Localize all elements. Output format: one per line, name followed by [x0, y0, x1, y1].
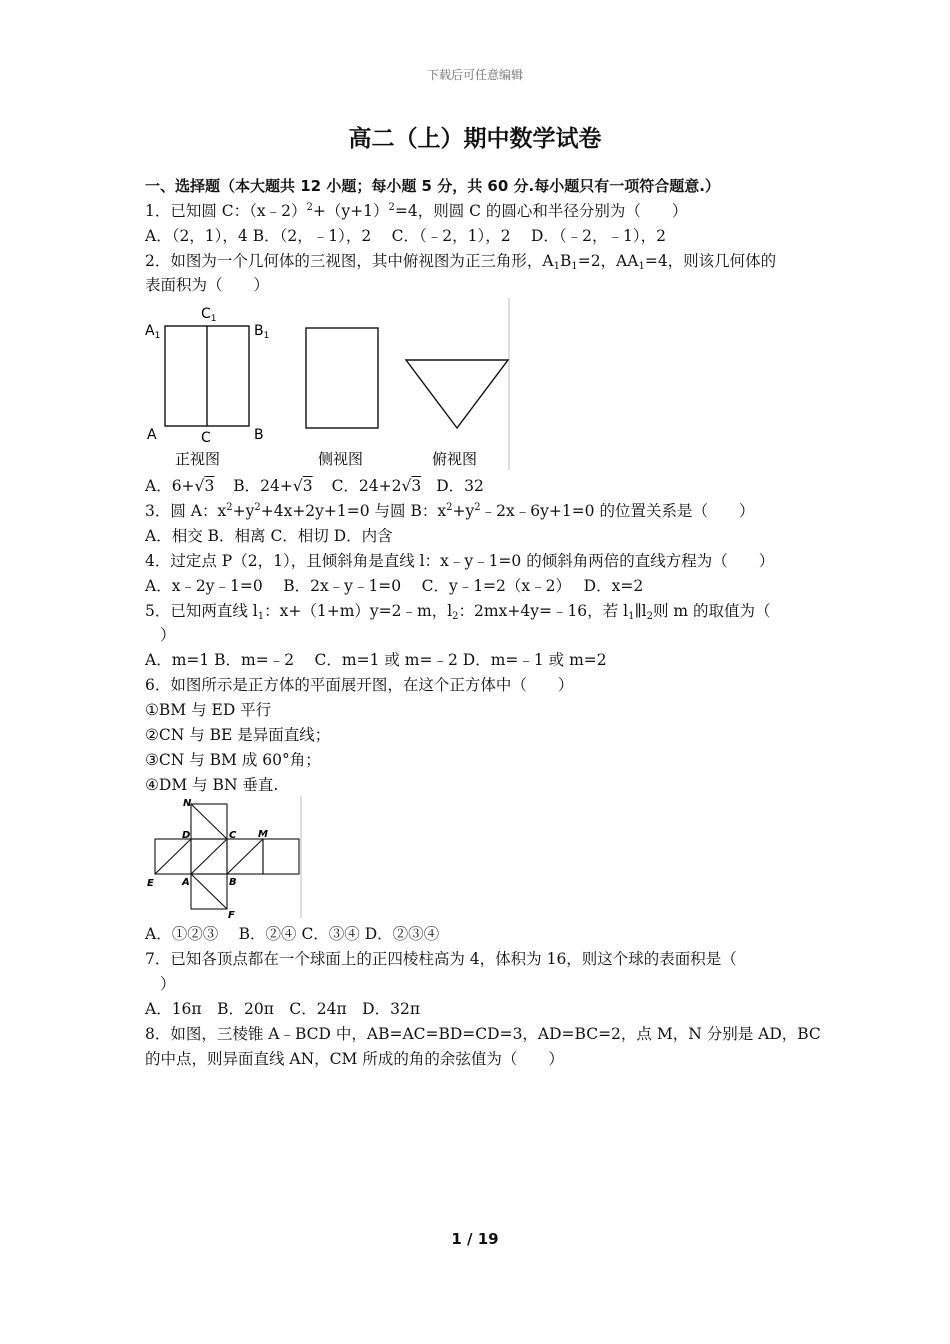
- q5-text: ：x+（1+m）y=2﹣m，l: [264, 602, 453, 620]
- q1-options: A．（2，1），4 B．（2，﹣1），2 C．（﹣2，1），2 D．（﹣2，﹣1），2: [145, 227, 666, 245]
- sqrt-icon: √: [194, 477, 205, 495]
- three-view-figure: [140, 296, 520, 472]
- page-number: 1 / 19: [451, 1230, 499, 1248]
- q2-text: =2，AA: [577, 252, 639, 270]
- label-a: A: [182, 877, 190, 888]
- q8-line2: 的中点，则异面直线 AN，CM 所成的角的余弦值为（ ）: [145, 1050, 564, 1068]
- q7-line2: ）: [160, 975, 176, 993]
- q3-sup: 2: [474, 502, 481, 513]
- q6-statement-2: ②CN 与 BE 是异面直线；: [145, 726, 331, 744]
- q6-statement-4: ④DM 与 BN 垂直.: [145, 776, 279, 794]
- q1-sup: 2: [388, 202, 395, 213]
- q1-text: 1．已知圆 C：（x﹣2）: [145, 202, 307, 220]
- q3-sup: 2: [226, 502, 233, 513]
- q2-root: 3: [204, 477, 215, 495]
- q6-statement-1: ①BM 与 ED 平行: [145, 701, 272, 719]
- question-1: [145, 201, 687, 221]
- q3-text: +y: [452, 502, 475, 520]
- q3-options: A．相交 B．相离 C．相切 D．内含: [145, 527, 393, 545]
- cube-net-figure: [144, 794, 306, 920]
- diagonal-nc: [191, 804, 227, 839]
- label-b: B: [229, 877, 237, 888]
- label-c: C: [229, 830, 237, 841]
- label-a: A: [147, 427, 157, 443]
- q2-option-c: C．24+2: [331, 477, 402, 495]
- q1-sup: 2: [306, 202, 313, 213]
- q2-sub: 1: [571, 261, 578, 272]
- label-b1: $B_1$: [254, 323, 270, 341]
- diagonal-ac: [191, 839, 227, 874]
- exam-title: 高二（上）期中数学试卷: [348, 126, 602, 152]
- sqrt-icon: √: [401, 477, 412, 495]
- q3-sup: 2: [254, 502, 261, 513]
- net-square-4: [263, 839, 299, 874]
- q5-line2: ）: [160, 626, 176, 644]
- diagonal-ed: [155, 839, 191, 874]
- sqrt-icon: √: [292, 477, 303, 495]
- diagonal-af: [191, 874, 227, 909]
- question-7: 7．已知各顶点都在一个球面上的正四棱柱高为 4，体积为 16，则这个球的表面积是（: [145, 950, 737, 968]
- q5-sub: 2: [646, 611, 653, 622]
- q2-text: =4，则该几何体的: [644, 252, 777, 270]
- question-5: [145, 601, 771, 621]
- page-header: 下载后可任意编辑: [426, 68, 523, 82]
- label-b: B: [254, 427, 264, 443]
- top-view-triangle: [406, 360, 508, 428]
- top-view-caption: 俯视图: [432, 450, 478, 468]
- label-c1: $C_1$: [201, 306, 217, 324]
- label-m: M: [258, 829, 268, 840]
- question-3: [145, 501, 754, 521]
- label-n: N: [183, 798, 192, 809]
- question-2: [145, 251, 776, 271]
- question-6: 6．如图所示是正方体的平面展开图，在这个正方体中（ ）: [145, 676, 574, 694]
- label-d: D: [182, 830, 191, 841]
- q3-text: +y: [232, 502, 255, 520]
- q7-options: A．16π B．20π C．24π D．32π: [145, 1000, 421, 1018]
- section-heading: 一、选择题（本大题共 12 小题；每小题 5 分，共 60 分.每小题只有一项符合题意.）: [145, 177, 720, 195]
- q1-text: =4，则圆 C 的圆心和半径分别为（ ）: [394, 202, 688, 220]
- diagonal-bm: [227, 839, 263, 874]
- q5-text: 则 m 的取值为（: [652, 602, 771, 620]
- q5-sub: 1: [628, 611, 635, 622]
- q3-sup: 2: [446, 502, 453, 513]
- q3-text: 3．圆 A：x: [145, 502, 227, 520]
- q5-sub: 1: [257, 611, 265, 622]
- q5-text: ∥l: [634, 602, 647, 620]
- q3-text: +4x+2y+1=0 与圆 B：x: [260, 502, 447, 520]
- question-8: 8．如图，三棱锥 A﹣BCD 中，AB=AC=BD=CD=3，AD=BC=2，点 M，N 分别是 AD，BC: [145, 1025, 821, 1043]
- question-4: 4．过定点 P（2，1），且倾斜角是直线 l：x﹣y﹣1=0 的倾斜角两倍的直线方程为（ ）: [145, 552, 775, 570]
- q1-text: +（y+1）: [312, 202, 389, 220]
- q2-line2: 表面积为（ ）: [145, 276, 270, 294]
- label-c: C: [201, 430, 211, 446]
- label-f: F: [228, 910, 235, 920]
- label-e: E: [147, 878, 154, 889]
- q3-text: ﹣2x﹣6y+1=0 的位置关系是（ ）: [480, 502, 755, 520]
- q2-text: 2．如图为一个几何体的三视图，其中俯视图为正三角形，A: [145, 252, 554, 270]
- q2-text: B: [559, 252, 572, 270]
- q4-options: A．x﹣2y﹣1=0 B．2x﹣y﹣1=0 C．y﹣1=2（x﹣2） D．x=2: [145, 577, 644, 595]
- q2-options: [145, 476, 484, 496]
- q5-text: 5．已知两直线 l: [145, 602, 258, 620]
- q2-option-a: A．6+: [145, 477, 195, 495]
- label-a1: $A_1$: [145, 323, 161, 341]
- q6-statement-3: ③CN 与 BM 成 60°角；: [145, 751, 321, 769]
- q2-root: 3: [411, 477, 422, 495]
- q5-options: A．m=1 B．m=﹣2 C．m=1 或 m=﹣2 D．m=﹣1 或 m=2: [145, 651, 607, 669]
- q2-root: 3: [302, 477, 313, 495]
- side-view-rect: [306, 328, 378, 428]
- front-view-caption: 正视图: [175, 450, 221, 468]
- q2-sub: 1: [553, 261, 560, 272]
- q2-sub: 1: [638, 261, 645, 272]
- side-view-caption: 侧视图: [318, 450, 364, 468]
- q5-sub: 2: [452, 611, 459, 622]
- q2-option-d: D．32: [436, 477, 484, 495]
- q2-option-b: B．24+: [233, 477, 293, 495]
- q5-text: ：2mx+4y=﹣16，若 l: [458, 602, 629, 620]
- q6-options: A．①②③ B．②④ C．③④ D．②③④: [145, 925, 440, 943]
